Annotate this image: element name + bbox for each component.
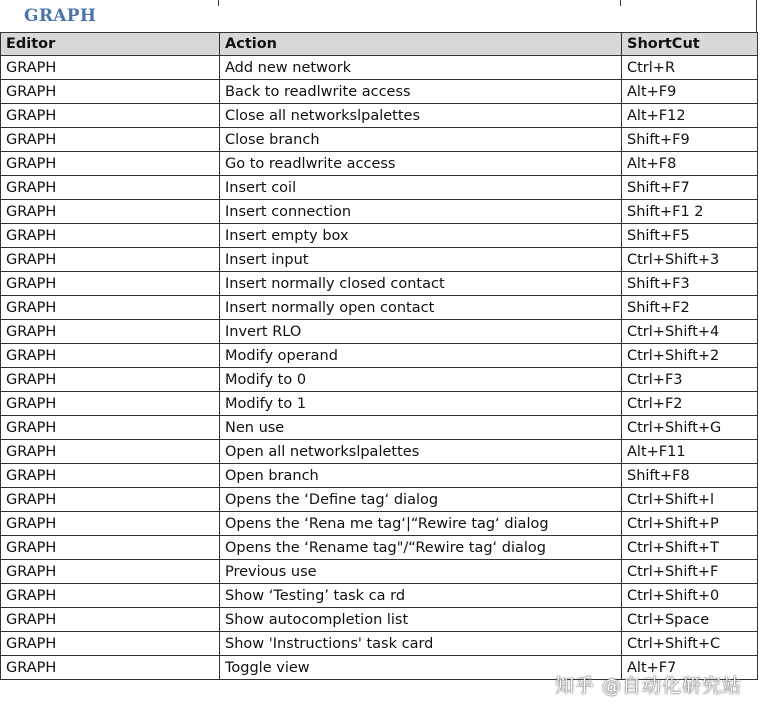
cell-editor: GRAPH	[1, 464, 220, 488]
cell-editor: GRAPH	[1, 104, 220, 128]
cell-action: Nen use	[220, 416, 622, 440]
cell-shortcut: Alt+F7	[622, 656, 758, 680]
table-row	[1, 272, 758, 296]
cell-editor: GRAPH	[1, 56, 220, 80]
table-row	[1, 440, 758, 464]
cell-action: Opens the ‘Rename tag"/“Rewire tag‘ dialog	[220, 536, 622, 560]
cell-action: Insert connection	[220, 200, 622, 224]
table-row	[1, 536, 758, 560]
table-row	[1, 320, 758, 344]
cell-action: Close branch	[220, 128, 622, 152]
table-row	[1, 392, 758, 416]
cell-editor: GRAPH	[1, 416, 220, 440]
table-row	[1, 656, 758, 680]
cell-shortcut: Ctrl+Shift+3	[622, 248, 758, 272]
cell-shortcut: Ctrl+Shift+P	[622, 512, 758, 536]
cell-editor: GRAPH	[1, 488, 220, 512]
table-row	[1, 416, 758, 440]
cell-action: Modify operand	[220, 344, 622, 368]
cell-shortcut: Alt+F8	[622, 152, 758, 176]
cell-editor: GRAPH	[1, 296, 220, 320]
cell-action: Close all networkslpalettes	[220, 104, 622, 128]
cell-editor: GRAPH	[1, 512, 220, 536]
table-row	[1, 56, 758, 80]
cell-action: Show ‘Testing’ task ca rd	[220, 584, 622, 608]
table-row	[1, 512, 758, 536]
cell-action: Go to readlwrite access	[220, 152, 622, 176]
cell-editor: GRAPH	[1, 608, 220, 632]
cell-shortcut: Ctrl+Shift+G	[622, 416, 758, 440]
watermark: 知乎 @自动化研究站	[554, 675, 742, 697]
cell-action: Previous use	[220, 560, 622, 584]
cell-shortcut: Ctrl+Shift+2	[622, 344, 758, 368]
header-row	[1, 33, 758, 56]
cell-shortcut: Ctrl+Shift+F	[622, 560, 758, 584]
cell-action: Opens the ‘Rena me tag‘|“Rewire tag‘ dialog	[220, 512, 622, 536]
cell-action: Invert RLO	[220, 320, 622, 344]
table-row	[1, 200, 758, 224]
shortcut-table	[0, 32, 758, 680]
table-row	[1, 584, 758, 608]
table-row	[1, 344, 758, 368]
cell-editor: GRAPH	[1, 128, 220, 152]
cell-shortcut: Shift+F9	[622, 128, 758, 152]
header-editor: Editor	[1, 33, 220, 56]
cell-shortcut: Ctrl+Shift+4	[622, 320, 758, 344]
cell-shortcut: Ctrl+Space	[622, 608, 758, 632]
cell-action: Open all networkslpalettes	[220, 440, 622, 464]
cell-action: Modify to 1	[220, 392, 622, 416]
cell-shortcut: Ctrl+Shift+C	[622, 632, 758, 656]
cell-editor: GRAPH	[1, 176, 220, 200]
cell-action: Insert normally closed contact	[220, 272, 622, 296]
cell-editor: GRAPH	[1, 560, 220, 584]
sheet-title: GRAPH	[24, 6, 97, 26]
table-body	[1, 56, 758, 680]
cell-editor: GRAPH	[1, 632, 220, 656]
table-row	[1, 224, 758, 248]
cell-shortcut: Ctrl+F3	[622, 368, 758, 392]
cell-action: Toggle view	[220, 656, 622, 680]
cell-shortcut: Shift+F3	[622, 272, 758, 296]
cell-action: Show 'Instructions' task card	[220, 632, 622, 656]
cell-editor: GRAPH	[1, 368, 220, 392]
cell-action: Insert normally open contact	[220, 296, 622, 320]
table-row	[1, 128, 758, 152]
cell-shortcut: Ctrl+Shift+l	[622, 488, 758, 512]
table-row	[1, 488, 758, 512]
table-row	[1, 152, 758, 176]
cell-shortcut: Ctrl+Shift+T	[622, 536, 758, 560]
cell-editor: GRAPH	[1, 536, 220, 560]
cell-shortcut: Alt+F9	[622, 80, 758, 104]
table-row	[1, 104, 758, 128]
cell-editor: GRAPH	[1, 272, 220, 296]
column-separator	[218, 0, 219, 6]
cell-action: Insert input	[220, 248, 622, 272]
table-row	[1, 296, 758, 320]
header-action: Action	[220, 33, 622, 56]
cell-editor: GRAPH	[1, 248, 220, 272]
cell-editor: GRAPH	[1, 80, 220, 104]
cell-shortcut: Ctrl+R	[622, 56, 758, 80]
column-separator	[620, 0, 621, 6]
cell-editor: GRAPH	[1, 320, 220, 344]
cell-editor: GRAPH	[1, 440, 220, 464]
cell-editor: GRAPH	[1, 200, 220, 224]
table-row	[1, 176, 758, 200]
table-row	[1, 248, 758, 272]
table-row	[1, 368, 758, 392]
table-row	[1, 608, 758, 632]
table-row	[1, 80, 758, 104]
cell-shortcut: Shift+F5	[622, 224, 758, 248]
cell-shortcut: Alt+F12	[622, 104, 758, 128]
cell-shortcut: Shift+F1 2	[622, 200, 758, 224]
cell-shortcut: Shift+F8	[622, 464, 758, 488]
cell-editor: GRAPH	[1, 656, 220, 680]
cell-action: Open branch	[220, 464, 622, 488]
cell-action: Add new network	[220, 56, 622, 80]
cell-editor: GRAPH	[1, 152, 220, 176]
cell-action: Modify to 0	[220, 368, 622, 392]
title-row	[0, 0, 757, 32]
table-row	[1, 632, 758, 656]
cell-action: Insert empty box	[220, 224, 622, 248]
cell-shortcut: Alt+F11	[622, 440, 758, 464]
cell-action: Insert coil	[220, 176, 622, 200]
cell-shortcut: Shift+F2	[622, 296, 758, 320]
cell-editor: GRAPH	[1, 392, 220, 416]
cell-shortcut: Shift+F7	[622, 176, 758, 200]
table-row	[1, 464, 758, 488]
cell-action: Back to readlwrite access	[220, 80, 622, 104]
cell-editor: GRAPH	[1, 344, 220, 368]
cell-action: Show autocompletion list	[220, 608, 622, 632]
header-shortcut: ShortCut	[622, 33, 758, 56]
cell-shortcut: Ctrl+F2	[622, 392, 758, 416]
cell-editor: GRAPH	[1, 584, 220, 608]
cell-shortcut: Ctrl+Shift+0	[622, 584, 758, 608]
cell-action: Opens the ‘Define tag‘ dialog	[220, 488, 622, 512]
cell-editor: GRAPH	[1, 224, 220, 248]
table-row	[1, 560, 758, 584]
